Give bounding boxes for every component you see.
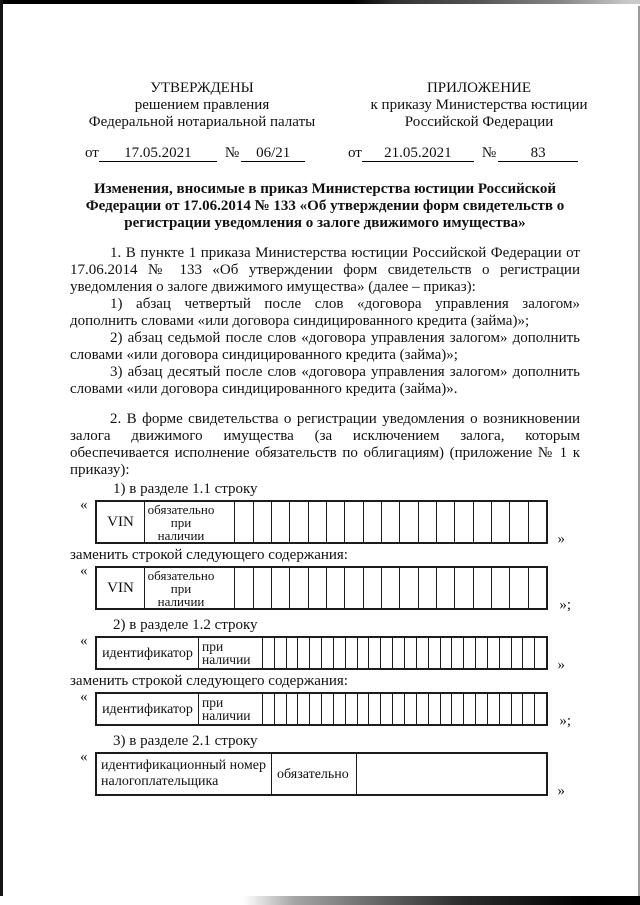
approved-number: 06/21	[241, 145, 305, 162]
replace-line-1: заменить строкой следующего содержания:	[70, 547, 348, 563]
empty-cell	[399, 568, 417, 608]
empty-cell	[271, 502, 289, 542]
approved-from-label: от	[85, 145, 99, 161]
empty-cell	[528, 568, 546, 608]
empty-cell	[321, 694, 333, 724]
subitem-3-label: 3) в разделе 2.1 строку	[113, 733, 258, 749]
empty-cell	[475, 694, 487, 724]
empty-cell	[345, 694, 357, 724]
subitem-2-label: 2) в разделе 1.2 строку	[113, 617, 258, 633]
identifier-empty-cells	[251, 638, 546, 668]
empty-cell	[262, 638, 274, 668]
vin-requirement-cell: обязательно при наличии	[144, 568, 217, 608]
empty-cell	[286, 694, 298, 724]
vin-empty-cells	[217, 568, 546, 608]
annex-line2: к приказу Министерства юстиции	[370, 97, 588, 113]
annex-line3: Российской Федерации	[404, 114, 554, 130]
empty-cell	[297, 638, 309, 668]
empty-cell	[380, 694, 392, 724]
close-quote: »	[557, 531, 565, 547]
empty-cell	[509, 568, 527, 608]
approved-line2: решением правления	[134, 97, 270, 113]
empty-cell	[333, 694, 345, 724]
annex-no-label: №	[481, 145, 497, 161]
open-quote: «	[80, 563, 88, 579]
empty-cell	[217, 502, 234, 542]
empty-cell	[451, 638, 463, 668]
vin-label-cell: VIN	[107, 579, 134, 596]
paragraph-1-item-3: 3) абзац десятый после слов «договора управления залогом» дополнить словами «или договора синдицированного кредита (займа)».	[70, 364, 580, 397]
empty-cell	[309, 694, 321, 724]
empty-cell	[321, 638, 333, 668]
identifier-label-cell: идентификатор	[102, 701, 193, 717]
empty-cell	[274, 638, 286, 668]
empty-cell	[262, 694, 274, 724]
empty-cell	[251, 694, 262, 724]
empty-cell	[404, 694, 416, 724]
empty-cell	[511, 638, 523, 668]
approved-line3: Федеральной нотариальной палаты	[88, 114, 316, 130]
table-identifier-original	[80, 633, 565, 673]
paragraph-1-item-2: 2) абзац седьмой после слов «договора управления залогом» дополнить словами «или договора синдицированного кредита (займа)»;	[70, 330, 580, 363]
inn-row-table	[95, 752, 548, 796]
empty-cell	[253, 502, 271, 542]
empty-cell	[463, 638, 475, 668]
open-quote: «	[80, 749, 88, 765]
empty-cell	[451, 694, 463, 724]
empty-cell	[251, 638, 262, 668]
identifier-requirement-cell: при наличии	[198, 638, 251, 668]
open-quote: «	[80, 497, 88, 513]
empty-cell	[326, 502, 344, 542]
empty-cell	[436, 502, 454, 542]
annex-date-row	[342, 145, 616, 162]
replace-line-2: заменить строкой следующего содержания:	[70, 673, 348, 689]
vin-empty-cells	[217, 502, 546, 542]
empty-cell	[217, 568, 234, 608]
empty-cell	[274, 694, 286, 724]
empty-cell	[357, 638, 369, 668]
empty-cell	[428, 638, 440, 668]
empty-cell	[381, 568, 399, 608]
annex-from-label: от	[348, 145, 362, 161]
empty-cell	[363, 502, 381, 542]
paragraph-2: 2. В форме свидетельства о регистрации уведомления о возникновении залога движимого имущества (за исключением залога, которым обеспечивается исполнение обязательств по облигациям) (приложение № 1 к приказу):	[70, 411, 580, 478]
empty-cell	[487, 694, 499, 724]
empty-cell	[534, 694, 546, 724]
empty-cell	[416, 638, 428, 668]
scan-edge-bottom	[0, 896, 640, 905]
empty-cell	[392, 694, 404, 724]
empty-cell	[473, 568, 491, 608]
empty-cell	[522, 694, 534, 724]
annex-date: 21.05.2021	[362, 145, 474, 162]
empty-cell	[253, 568, 271, 608]
empty-cell	[345, 638, 357, 668]
paragraph-1-item-1: 1) абзац четвертый после слов «договора управления залогом» дополнить словами «или договора синдицированного кредита (займа)»;	[70, 296, 580, 329]
table-vin-original	[80, 497, 565, 547]
inn-requirement-cell: обязательно	[271, 754, 356, 794]
empty-cell	[454, 502, 472, 542]
empty-cell	[289, 502, 307, 542]
empty-cell	[475, 638, 487, 668]
close-quote: »	[557, 657, 565, 673]
empty-cell	[308, 502, 326, 542]
document-title: Изменения, вносимые в приказ Министерства юстиции Российской Федерации от 17.06.2014 № 133 «Об утверждении форм свидетельств о регистрации уведомления о залоге движимого имущества»	[85, 181, 565, 231]
identifier-empty-cells	[251, 694, 546, 724]
vin-row-table	[95, 500, 548, 544]
close-quote-semicolon: »;	[559, 713, 571, 729]
table-inn	[80, 749, 565, 799]
empty-cell	[234, 502, 252, 542]
empty-cell	[436, 568, 454, 608]
empty-cell	[404, 638, 416, 668]
empty-cell	[528, 502, 546, 542]
empty-cell	[234, 568, 252, 608]
empty-cell	[286, 638, 298, 668]
approved-date-row	[73, 145, 331, 162]
empty-cell	[368, 638, 380, 668]
empty-cell	[333, 638, 345, 668]
empty-cell	[522, 638, 534, 668]
empty-cell	[418, 568, 436, 608]
empty-cell	[491, 502, 509, 542]
table-vin-replacement	[80, 563, 571, 613]
empty-cell	[357, 694, 369, 724]
empty-cell	[534, 638, 546, 668]
identifier-row-table	[95, 636, 548, 670]
empty-cell	[491, 568, 509, 608]
empty-cell	[440, 638, 452, 668]
empty-cell	[509, 502, 527, 542]
open-quote: «	[80, 633, 88, 649]
annex-line1: ПРИЛОЖЕНИЕ	[426, 80, 532, 96]
empty-cell	[399, 502, 417, 542]
empty-cell	[380, 638, 392, 668]
approved-line1: УТВЕРЖДЕНЫ	[150, 80, 254, 96]
empty-cell	[499, 638, 511, 668]
empty-cell	[418, 502, 436, 542]
empty-cell	[428, 694, 440, 724]
annex-number: 83	[498, 145, 578, 162]
empty-cell	[271, 568, 289, 608]
empty-cell	[392, 638, 404, 668]
inn-label-cell: идентификационный номер налогоплательщика	[101, 758, 266, 789]
approved-date: 17.05.2021	[99, 145, 217, 162]
table-identifier-replacement	[80, 689, 571, 729]
inn-value-cell	[356, 754, 546, 794]
vin-requirement-cell: обязательно при наличии	[144, 502, 217, 542]
empty-cell	[473, 502, 491, 542]
empty-cell	[454, 568, 472, 608]
empty-cell	[326, 568, 344, 608]
open-quote: «	[80, 689, 88, 705]
identifier-row-table	[95, 692, 548, 726]
subitem-1-label: 1) в разделе 1.1 строку	[113, 481, 258, 497]
empty-cell	[416, 694, 428, 724]
empty-cell	[368, 694, 380, 724]
empty-cell	[344, 502, 362, 542]
close-quote: »	[557, 783, 565, 799]
empty-cell	[463, 694, 475, 724]
empty-cell	[308, 568, 326, 608]
paragraph-1: 1. В пункте 1 приказа Министерства юстиции Российской Федерации от 17.06.2014 № 133 «Об утверждении форм свидетельств о регистрации уведомления о залоге движимого имущества» (далее – приказ):	[70, 245, 580, 295]
approved-block	[73, 80, 331, 162]
close-quote-semicolon: »;	[559, 597, 571, 613]
vin-row-table	[95, 566, 548, 610]
empty-cell	[499, 694, 511, 724]
identifier-requirement-cell: при наличии	[198, 694, 251, 724]
document-content	[70, 0, 588, 799]
empty-cell	[344, 568, 362, 608]
empty-cell	[289, 568, 307, 608]
document-header	[70, 80, 588, 161]
vin-label-cell: VIN	[107, 513, 134, 530]
empty-cell	[381, 502, 399, 542]
identifier-label-cell: идентификатор	[102, 645, 193, 661]
empty-cell	[487, 638, 499, 668]
empty-cell	[309, 638, 321, 668]
scan-edge-left	[0, 0, 3, 905]
empty-cell	[297, 694, 309, 724]
empty-cell	[511, 694, 523, 724]
empty-cell	[440, 694, 452, 724]
annex-block	[342, 80, 616, 162]
approved-no-label: №	[224, 145, 240, 161]
empty-cell	[363, 568, 381, 608]
